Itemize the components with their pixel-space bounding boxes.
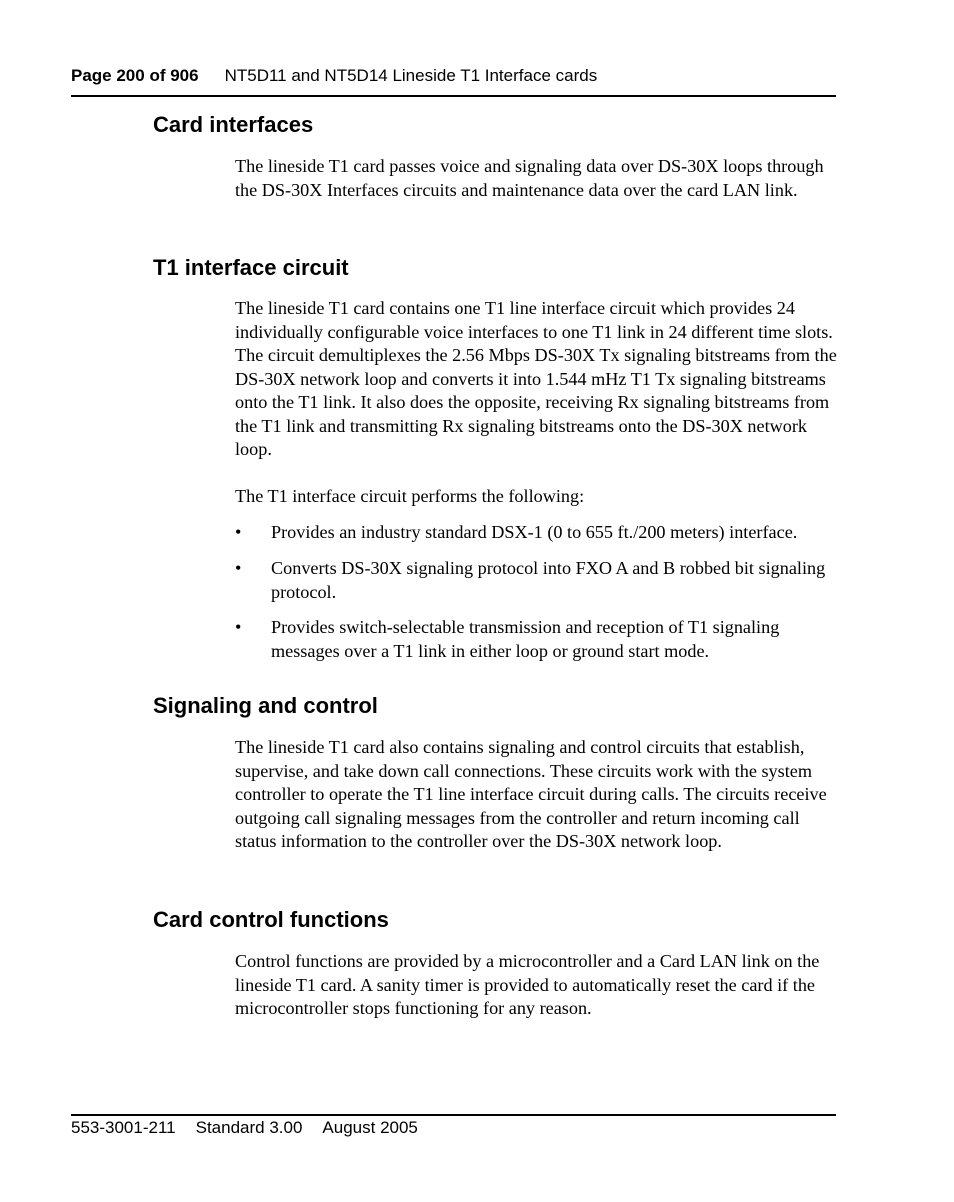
bullet-item bbox=[235, 521, 845, 545]
publication-date: August 2005 bbox=[322, 1118, 418, 1137]
header-divider bbox=[71, 95, 836, 97]
bullet-icon: • bbox=[235, 617, 242, 637]
document-number: 553-3001-211 bbox=[71, 1118, 176, 1137]
bullet-text: Converts DS-30X signaling protocol into FXO A and B robbed bit signaling protocol. bbox=[271, 558, 826, 602]
bullet-icon: • bbox=[235, 522, 242, 542]
document-title: NT5D11 and NT5D14 Lineside T1 Interface cards bbox=[224, 66, 598, 85]
bullet-text: Provides switch-selectable transmission and reception of T1 signaling messages over a T1 link in either loop or ground start mode. bbox=[271, 617, 780, 661]
page-header bbox=[71, 66, 597, 86]
bullet-text: Provides an industry standard DSX-1 (0 to 655 ft./200 meters) interface. bbox=[271, 522, 798, 542]
footer-divider bbox=[71, 1114, 836, 1116]
page-footer bbox=[71, 1118, 438, 1138]
section-heading-card-interfaces: Card interfaces bbox=[153, 112, 314, 137]
section-heading-signaling-and-control: Signaling and control bbox=[153, 693, 378, 718]
paragraph: Control functions are provided by a microcontroller and a Card LAN link on the lineside T1 card. A sanity timer is provided to automatically reset the card if the microcontroller stops functioning for any reason. bbox=[235, 951, 820, 1018]
bullet-item bbox=[235, 557, 845, 604]
bullet-icon: • bbox=[235, 558, 242, 578]
standard-version: Standard 3.00 bbox=[195, 1118, 303, 1137]
paragraph: The lineside T1 card contains one T1 line interface circuit which provides 24 individually configurable voice interfaces to one T1 link in 24 different time slots. The circuit demultiplexes the 2.56 Mbps DS-30X Tx signaling bitstreams from the DS-30X network loop and converts it into 1.544 mHz T1 Tx signaling bitstreams onto the T1 link. It also does the opposite, receiving Rx signaling bitstreams from the T1 link and transmitting Rx signaling bitstreams onto the DS-30X network loop. bbox=[235, 298, 837, 459]
paragraph: The lineside T1 card also contains signaling and control circuits that establish, supervise, and take down call connections. These circuits work with the system controller to operate the T1 line interface circuit during calls. The circuits receive outgoing call signaling messages from the controller and return incoming call status information to the controller over the DS-30X network loop. bbox=[235, 737, 827, 851]
section-heading-t1-interface-circuit: T1 interface circuit bbox=[153, 255, 349, 280]
bullet-item bbox=[235, 616, 845, 663]
section-heading-card-control-functions: Card control functions bbox=[153, 907, 389, 932]
paragraph: The lineside T1 card passes voice and signaling data over DS-30X loops through the DS-30X Interfaces circuits and maintenance data over the card LAN link. bbox=[235, 156, 824, 200]
page-number: Page 200 of 906 bbox=[71, 66, 199, 85]
paragraph: The T1 interface circuit performs the following: bbox=[235, 486, 585, 506]
